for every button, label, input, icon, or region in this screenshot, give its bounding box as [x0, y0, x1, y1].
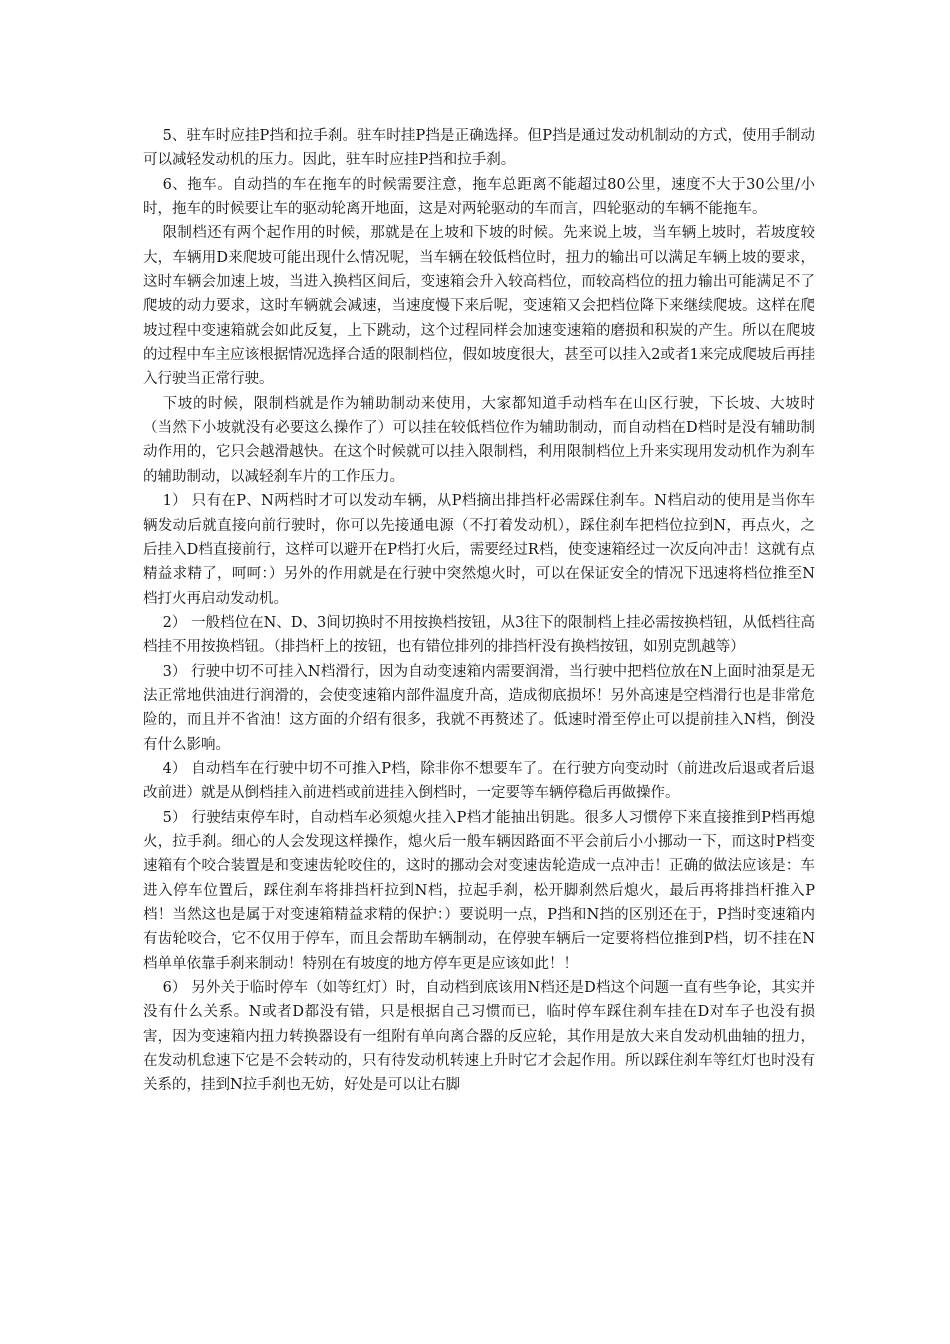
list-item-2: 2） 一般档位在N、D、3间切换时不用按换档按钮，从3往下的限制档上挂必需按换档钮，从低档往高档挂不用按换档钮。（排挡杆上的按钮，也有错位排列的排挡杆没有换档按钮，如别克凯越等）: [143, 614, 815, 656]
list-item-6: 6） 另外关于临时停车（如等红灯）时，自动档到底该用N档还是D档这个问题一直有些争论，其实并没有什么关系。N或者D都没有错，只是根据自己习惯而已，临时停车踩住刹车挂在D对车子也没有损害，因为变速箱内扭力转换器设有一组附有单向离合器的反应轮，其作用是放大来自发动机曲轴的扭力，在发动机怠速下它是不会转动的，只有待发动机转速上升时它才会起作用。所以踩住刹车等红灯也时没有关系的，挂到N拉手刹也无妨，好处是可以让右脚: [143, 980, 815, 1094]
paragraph-parking: 5、驻车时应挂P挡和拉手刹。驻车时挂P挡是正确选择。但P挡是通过发动机制动的方式，使用手制动可以减轻发动机的压力。因此，驻车时应挂P挡和拉手刹。: [143, 128, 815, 169]
list-item-5: 5） 行驶结束停车时，自动档车必须熄火挂入P档才能抽出钥匙。很多人习惯停下来直接推到P档再熄火，拉手刹。细心的人会发现这样操作，熄火后一般车辆因路面不平会前后小小挪动一下，而这时P档变速箱有个咬合装置是和变速齿轮咬住的，这时的挪动会对变速齿轮造成一点冲击！正确的做法应该是：车进入停车位置后，踩住刹车将排挡杆拉到N档，拉起手刹，松开脚刹然后熄火，最后再将排挡杆推入P档！当然这也是属于对变速箱精益求精的保护：）要说明一点，P挡和N挡的区别还在于，P挡时变速箱内有齿轮咬合，它不仅用于停车，而且会帮助车辆制动，在停驶车辆后一定要将档位推到P档，切不挂在N档单单依靠手刹来制动！特别在有坡度的地方停车更是应该如此！！: [143, 809, 815, 972]
document-body: [143, 124, 815, 1098]
list-item-1: 1） 只有在P、N两档时才可以发动车辆，从P档摘出排挡杆必需踩住刹车。N档启动的使用是当你车辆发动后就直接向前行驶时，你可以先接通电源（不打着发动机），踩住刹车把档位拉到N，再点火，之后挂入D档直接前行，这样可以避开在P档打火后，需要经过R档，使变速箱经过一次反向冲击！这就有点精益求精了，呵呵：）另外的作用就是在行驶中突然熄火时，可以在保证安全的情况下迅速将档位推至N档打火再启动发动机。: [143, 493, 815, 607]
paragraph-uphill: 限制档还有两个起作用的时候，那就是在上坡和下坡的时候。先来说上坡，当车辆上坡时，若坡度较大，车辆用D来爬坡可能出现什么情况呢，当车辆在较低档位时，扭力的输出可以满足车辆上坡的要求，这时车辆会加速上坡，当进入换档区间后，变速箱会升入较高档位，而较高档位的扭力输出可能满足不了爬坡的动力要求，这时车辆就会减速，当速度慢下来后呢，变速箱又会把档位降下来继续爬坡。这样在爬坡过程中变速箱就会如此反复，上下跳动，这个过程同样会加速变速箱的磨损和积炭的产生。所以在爬坡的过程中车主应该根据情况选择合适的限制档位，假如坡度很大，甚至可以挂入2或者1来完成爬坡后再挂入行驶当正常行驶。: [143, 225, 815, 388]
paragraph-downhill: 下坡的时候，限制档就是作为辅助制动来使用，大家都知道手动档车在山区行驶，下长坡、大坡时（当然下小坡就没有必要这么操作了）可以挂在较低档位作为辅助制动，而自动档在D档时是没有辅助制动作用的，它只会越滑越快。在这个时候就可以挂入限制档，利用限制档位上升来实现用发动机作为刹车的辅助制动，以减轻刹车片的工作压力。: [143, 395, 815, 485]
list-item-3: 3） 行驶中切不可挂入N档滑行，因为自动变速箱内需要润滑，当行驶中把档位放在N上面时油泵是无法正常地供油进行润滑的，会使变速箱内部件温度升高，造成彻底损坏！另外高速是空档滑行也是非常危险的，而且并不省油！这方面的介绍有很多，我就不再赘述了。低速时滑至停止可以提前挂入N档，倒没有什么影响。: [143, 663, 815, 753]
paragraph-towing: 6、拖车。自动挡的车在拖车的时候需要注意，拖车总距离不能超过80公里，速度不大于30公里/小时，拖车的时候要让车的驱动轮离开地面，这是对两轮驱动的车而言，四轮驱动的车辆不能拖车。: [143, 176, 815, 218]
list-item-4: 4） 自动档车在行驶中切不可推入P档，除非你不想要车了。在行驶方向变动时（前进改后退或者后退改前进）就是从倒档挂入前进档或前进挂入倒档时，一定要等车辆停稳后再做操作。: [143, 760, 815, 802]
